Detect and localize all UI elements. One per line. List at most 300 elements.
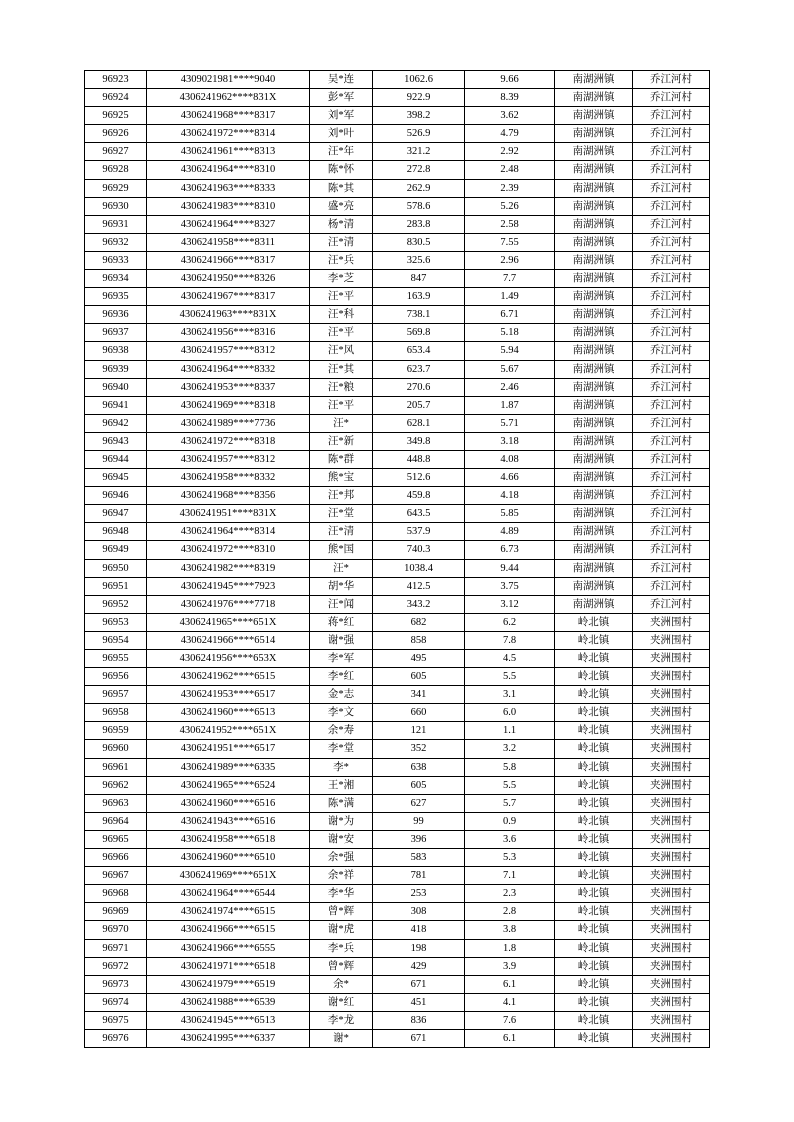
cell-amount: 341 — [373, 686, 465, 704]
cell-rate: 4.66 — [465, 469, 555, 487]
cell-seq: 96926 — [85, 125, 147, 143]
cell-rate: 5.26 — [465, 197, 555, 215]
cell-rate: 5.85 — [465, 505, 555, 523]
cell-name: 余*祥 — [310, 867, 373, 885]
cell-town: 岭北镇 — [555, 812, 633, 830]
cell-seq: 96951 — [85, 577, 147, 595]
cell-seq: 96939 — [85, 360, 147, 378]
cell-town: 岭北镇 — [555, 921, 633, 939]
cell-amount: 605 — [373, 776, 465, 794]
cell-seq: 96935 — [85, 288, 147, 306]
cell-id-number: 4306241960****6513 — [147, 704, 310, 722]
cell-name: 汪*粮 — [310, 378, 373, 396]
cell-rate: 1.8 — [465, 939, 555, 957]
cell-name: 熊*宝 — [310, 469, 373, 487]
cell-village: 夹洲围村 — [633, 939, 710, 957]
cell-town: 南湖洲镇 — [555, 360, 633, 378]
cell-village: 乔江河村 — [633, 559, 710, 577]
cell-town: 岭北镇 — [555, 631, 633, 649]
cell-name: 李*军 — [310, 650, 373, 668]
records-table — [84, 70, 710, 1048]
cell-seq: 96966 — [85, 849, 147, 867]
table-row — [85, 993, 710, 1011]
table-row — [85, 288, 710, 306]
cell-id-number: 4306241952****651X — [147, 722, 310, 740]
cell-town: 南湖洲镇 — [555, 107, 633, 125]
cell-seq: 96943 — [85, 432, 147, 450]
table-row — [85, 740, 710, 758]
cell-village: 夹洲围村 — [633, 668, 710, 686]
cell-amount: 325.6 — [373, 251, 465, 269]
table-row — [85, 541, 710, 559]
cell-id-number: 4306241951****6517 — [147, 740, 310, 758]
cell-village: 夹洲围村 — [633, 993, 710, 1011]
cell-id-number: 4306241979****6519 — [147, 975, 310, 993]
cell-town: 岭北镇 — [555, 740, 633, 758]
cell-amount: 537.9 — [373, 523, 465, 541]
cell-seq: 96936 — [85, 306, 147, 324]
cell-name: 汪*清 — [310, 233, 373, 251]
cell-village: 夹洲围村 — [633, 776, 710, 794]
cell-rate: 6.2 — [465, 613, 555, 631]
cell-name: 陈*怀 — [310, 161, 373, 179]
cell-id-number: 4306241958****6518 — [147, 830, 310, 848]
cell-id-number: 4306241988****6539 — [147, 993, 310, 1011]
cell-rate: 3.75 — [465, 577, 555, 595]
cell-rate: 4.18 — [465, 487, 555, 505]
cell-rate: 9.44 — [465, 559, 555, 577]
cell-seq: 96962 — [85, 776, 147, 794]
cell-village: 乔江河村 — [633, 396, 710, 414]
cell-amount: 671 — [373, 975, 465, 993]
cell-village: 乔江河村 — [633, 432, 710, 450]
cell-seq: 96952 — [85, 595, 147, 613]
cell-seq: 96959 — [85, 722, 147, 740]
cell-seq: 96960 — [85, 740, 147, 758]
table-row — [85, 161, 710, 179]
cell-rate: 7.7 — [465, 270, 555, 288]
table-row — [85, 939, 710, 957]
table-row — [85, 903, 710, 921]
cell-town: 岭北镇 — [555, 668, 633, 686]
cell-amount: 847 — [373, 270, 465, 288]
cell-village: 乔江河村 — [633, 288, 710, 306]
cell-id-number: 4306241953****8337 — [147, 378, 310, 396]
cell-town: 岭北镇 — [555, 849, 633, 867]
cell-town: 南湖洲镇 — [555, 125, 633, 143]
cell-town: 南湖洲镇 — [555, 450, 633, 468]
cell-seq: 96942 — [85, 414, 147, 432]
cell-amount: 396 — [373, 830, 465, 848]
cell-town: 南湖洲镇 — [555, 324, 633, 342]
cell-id-number: 4306241958****8311 — [147, 233, 310, 251]
cell-amount: 343.2 — [373, 595, 465, 613]
cell-town: 南湖洲镇 — [555, 233, 633, 251]
table-row — [85, 613, 710, 631]
cell-id-number: 4306241956****653X — [147, 650, 310, 668]
table-row — [85, 197, 710, 215]
cell-seq: 96940 — [85, 378, 147, 396]
table-row — [85, 722, 710, 740]
cell-village: 乔江河村 — [633, 342, 710, 360]
cell-id-number: 4306241964****8314 — [147, 523, 310, 541]
cell-seq: 96964 — [85, 812, 147, 830]
cell-rate: 6.0 — [465, 704, 555, 722]
cell-town: 岭北镇 — [555, 1029, 633, 1047]
table-row — [85, 432, 710, 450]
cell-town: 南湖洲镇 — [555, 505, 633, 523]
cell-village: 夹洲围村 — [633, 1029, 710, 1047]
cell-id-number: 4306241957****8312 — [147, 342, 310, 360]
cell-town: 南湖洲镇 — [555, 469, 633, 487]
cell-rate: 5.71 — [465, 414, 555, 432]
cell-amount: 512.6 — [373, 469, 465, 487]
cell-town: 岭北镇 — [555, 650, 633, 668]
cell-village: 夹洲围村 — [633, 849, 710, 867]
cell-amount: 262.9 — [373, 179, 465, 197]
cell-seq: 96946 — [85, 487, 147, 505]
cell-amount: 429 — [373, 957, 465, 975]
cell-rate: 3.1 — [465, 686, 555, 704]
cell-town: 岭北镇 — [555, 704, 633, 722]
cell-name: 李*兵 — [310, 939, 373, 957]
cell-name: 谢*虎 — [310, 921, 373, 939]
cell-rate: 7.1 — [465, 867, 555, 885]
cell-seq: 96941 — [85, 396, 147, 414]
table-row — [85, 107, 710, 125]
cell-seq: 96976 — [85, 1029, 147, 1047]
cell-seq: 96972 — [85, 957, 147, 975]
table-row — [85, 812, 710, 830]
cell-seq: 96965 — [85, 830, 147, 848]
table-row — [85, 378, 710, 396]
cell-rate: 2.48 — [465, 161, 555, 179]
cell-id-number: 4306241960****6516 — [147, 794, 310, 812]
table-row — [85, 270, 710, 288]
cell-amount: 99 — [373, 812, 465, 830]
cell-id-number: 4306241965****651X — [147, 613, 310, 631]
cell-village: 乔江河村 — [633, 324, 710, 342]
cell-town: 南湖洲镇 — [555, 161, 633, 179]
cell-town: 南湖洲镇 — [555, 251, 633, 269]
cell-village: 乔江河村 — [633, 577, 710, 595]
cell-town: 岭北镇 — [555, 903, 633, 921]
cell-amount: 660 — [373, 704, 465, 722]
cell-village: 夹洲围村 — [633, 613, 710, 631]
cell-id-number: 4306241951****831X — [147, 505, 310, 523]
cell-name: 李*芝 — [310, 270, 373, 288]
table-row — [85, 487, 710, 505]
table-row — [85, 251, 710, 269]
cell-id-number: 4306241982****8319 — [147, 559, 310, 577]
cell-village: 乔江河村 — [633, 125, 710, 143]
cell-seq: 96974 — [85, 993, 147, 1011]
cell-town: 南湖洲镇 — [555, 143, 633, 161]
cell-name: 谢*安 — [310, 830, 373, 848]
cell-village: 乔江河村 — [633, 595, 710, 613]
cell-name: 胡*华 — [310, 577, 373, 595]
cell-name: 杨*清 — [310, 215, 373, 233]
cell-rate: 5.7 — [465, 794, 555, 812]
cell-rate: 3.18 — [465, 432, 555, 450]
table-row — [85, 505, 710, 523]
cell-amount: 272.8 — [373, 161, 465, 179]
cell-village: 乔江河村 — [633, 270, 710, 288]
cell-seq: 96957 — [85, 686, 147, 704]
cell-amount: 321.2 — [373, 143, 465, 161]
cell-amount: 418 — [373, 921, 465, 939]
cell-amount: 836 — [373, 1011, 465, 1029]
cell-seq: 96954 — [85, 631, 147, 649]
cell-amount: 495 — [373, 650, 465, 668]
cell-village: 乔江河村 — [633, 179, 710, 197]
cell-id-number: 4306241989****7736 — [147, 414, 310, 432]
cell-town: 岭北镇 — [555, 1011, 633, 1029]
cell-name: 曾*辉 — [310, 903, 373, 921]
cell-village: 乔江河村 — [633, 215, 710, 233]
table-row — [85, 975, 710, 993]
cell-rate: 5.67 — [465, 360, 555, 378]
cell-amount: 569.8 — [373, 324, 465, 342]
cell-amount: 1038.4 — [373, 559, 465, 577]
cell-name: 曾*辉 — [310, 957, 373, 975]
cell-id-number: 4306241966****6514 — [147, 631, 310, 649]
cell-seq: 96968 — [85, 885, 147, 903]
cell-rate: 5.8 — [465, 758, 555, 776]
cell-id-number: 4306241972****8318 — [147, 432, 310, 450]
cell-name: 谢* — [310, 1029, 373, 1047]
cell-seq: 96925 — [85, 107, 147, 125]
cell-village: 夹洲围村 — [633, 794, 710, 812]
cell-amount: 623.7 — [373, 360, 465, 378]
cell-town: 岭北镇 — [555, 686, 633, 704]
cell-id-number: 4306241967****8317 — [147, 288, 310, 306]
cell-village: 夹洲围村 — [633, 957, 710, 975]
cell-rate: 7.55 — [465, 233, 555, 251]
cell-amount: 671 — [373, 1029, 465, 1047]
cell-amount: 198 — [373, 939, 465, 957]
cell-rate: 3.6 — [465, 830, 555, 848]
cell-name: 余*寿 — [310, 722, 373, 740]
cell-village: 夹洲围村 — [633, 812, 710, 830]
cell-amount: 163.9 — [373, 288, 465, 306]
cell-village: 乔江河村 — [633, 378, 710, 396]
cell-seq: 96932 — [85, 233, 147, 251]
cell-amount: 628.1 — [373, 414, 465, 432]
cell-amount: 578.6 — [373, 197, 465, 215]
cell-village: 夹洲围村 — [633, 885, 710, 903]
cell-amount: 638 — [373, 758, 465, 776]
table-row — [85, 921, 710, 939]
cell-town: 岭北镇 — [555, 957, 633, 975]
cell-seq: 96944 — [85, 450, 147, 468]
cell-village: 乔江河村 — [633, 233, 710, 251]
cell-rate: 5.5 — [465, 668, 555, 686]
cell-village: 夹洲围村 — [633, 722, 710, 740]
cell-name: 汪*其 — [310, 360, 373, 378]
cell-name: 汪*平 — [310, 288, 373, 306]
cell-rate: 5.94 — [465, 342, 555, 360]
cell-name: 汪*兵 — [310, 251, 373, 269]
cell-name: 陈*其 — [310, 179, 373, 197]
table-row — [85, 179, 710, 197]
table-row — [85, 758, 710, 776]
cell-rate: 5.3 — [465, 849, 555, 867]
cell-rate: 3.9 — [465, 957, 555, 975]
cell-amount: 643.5 — [373, 505, 465, 523]
cell-rate: 4.5 — [465, 650, 555, 668]
cell-name: 陈*群 — [310, 450, 373, 468]
cell-name: 李*文 — [310, 704, 373, 722]
cell-rate: 1.87 — [465, 396, 555, 414]
cell-rate: 4.89 — [465, 523, 555, 541]
cell-name: 吴*连 — [310, 71, 373, 89]
cell-name: 熊*国 — [310, 541, 373, 559]
table-row — [85, 1011, 710, 1029]
cell-rate: 2.8 — [465, 903, 555, 921]
cell-id-number: 4306241974****6515 — [147, 903, 310, 921]
table-row — [85, 650, 710, 668]
table-row — [85, 125, 710, 143]
cell-name: 谢*强 — [310, 631, 373, 649]
cell-rate: 2.3 — [465, 885, 555, 903]
cell-village: 夹洲围村 — [633, 704, 710, 722]
cell-town: 南湖洲镇 — [555, 342, 633, 360]
cell-village: 夹洲围村 — [633, 1011, 710, 1029]
cell-id-number: 4306241968****8356 — [147, 487, 310, 505]
cell-name: 汪*风 — [310, 342, 373, 360]
table-row — [85, 396, 710, 414]
cell-name: 汪*闻 — [310, 595, 373, 613]
cell-id-number: 4306241963****8333 — [147, 179, 310, 197]
table-row — [85, 595, 710, 613]
cell-amount: 283.8 — [373, 215, 465, 233]
cell-name: 汪*堂 — [310, 505, 373, 523]
cell-id-number: 4306241964****6544 — [147, 885, 310, 903]
table-row — [85, 849, 710, 867]
cell-seq: 96973 — [85, 975, 147, 993]
table-row — [85, 324, 710, 342]
table-row — [85, 686, 710, 704]
table-row — [85, 559, 710, 577]
cell-village: 乔江河村 — [633, 469, 710, 487]
table-row — [85, 631, 710, 649]
cell-seq: 96948 — [85, 523, 147, 541]
table-row — [85, 360, 710, 378]
cell-name: 余*强 — [310, 849, 373, 867]
cell-village: 夹洲围村 — [633, 903, 710, 921]
cell-village: 夹洲围村 — [633, 686, 710, 704]
cell-rate: 4.08 — [465, 450, 555, 468]
cell-id-number: 4306241962****6515 — [147, 668, 310, 686]
table-row — [85, 668, 710, 686]
cell-amount: 1062.6 — [373, 71, 465, 89]
cell-id-number: 4306241976****7718 — [147, 595, 310, 613]
cell-village: 夹洲围村 — [633, 758, 710, 776]
cell-amount: 270.6 — [373, 378, 465, 396]
cell-amount: 253 — [373, 885, 465, 903]
table-body — [85, 71, 710, 1048]
cell-seq: 96970 — [85, 921, 147, 939]
cell-amount: 205.7 — [373, 396, 465, 414]
cell-id-number: 4306241995****6337 — [147, 1029, 310, 1047]
cell-village: 夹洲围村 — [633, 650, 710, 668]
cell-seq: 96924 — [85, 89, 147, 107]
cell-rate: 1.49 — [465, 288, 555, 306]
cell-amount: 605 — [373, 668, 465, 686]
cell-rate: 5.5 — [465, 776, 555, 794]
table-row — [85, 794, 710, 812]
cell-town: 岭北镇 — [555, 830, 633, 848]
cell-name: 刘*叶 — [310, 125, 373, 143]
cell-village: 夹洲围村 — [633, 975, 710, 993]
cell-id-number: 4306241953****6517 — [147, 686, 310, 704]
cell-seq: 96967 — [85, 867, 147, 885]
cell-name: 谢*为 — [310, 812, 373, 830]
cell-amount: 526.9 — [373, 125, 465, 143]
cell-town: 岭北镇 — [555, 758, 633, 776]
cell-name: 汪* — [310, 414, 373, 432]
cell-town: 南湖洲镇 — [555, 559, 633, 577]
cell-town: 南湖洲镇 — [555, 288, 633, 306]
cell-name: 李*红 — [310, 668, 373, 686]
cell-name: 余* — [310, 975, 373, 993]
table-row — [85, 577, 710, 595]
cell-amount: 922.9 — [373, 89, 465, 107]
cell-seq: 96955 — [85, 650, 147, 668]
cell-id-number: 4306241966****8317 — [147, 251, 310, 269]
cell-name: 李*堂 — [310, 740, 373, 758]
cell-town: 南湖洲镇 — [555, 89, 633, 107]
cell-id-number: 4306241956****8316 — [147, 324, 310, 342]
table-row — [85, 306, 710, 324]
cell-seq: 96928 — [85, 161, 147, 179]
table-row — [85, 776, 710, 794]
cell-town: 南湖洲镇 — [555, 270, 633, 288]
cell-village: 乔江河村 — [633, 505, 710, 523]
cell-rate: 5.18 — [465, 324, 555, 342]
cell-amount: 583 — [373, 849, 465, 867]
cell-id-number: 4306241983****8310 — [147, 197, 310, 215]
cell-id-number: 4306241969****8318 — [147, 396, 310, 414]
cell-town: 南湖洲镇 — [555, 197, 633, 215]
cell-amount: 459.8 — [373, 487, 465, 505]
table-row — [85, 957, 710, 975]
cell-seq: 96938 — [85, 342, 147, 360]
cell-seq: 96958 — [85, 704, 147, 722]
cell-id-number: 4306241972****8314 — [147, 125, 310, 143]
cell-rate: 7.6 — [465, 1011, 555, 1029]
cell-seq: 96961 — [85, 758, 147, 776]
cell-id-number: 4306241965****6524 — [147, 776, 310, 794]
cell-town: 岭北镇 — [555, 975, 633, 993]
cell-rate: 3.12 — [465, 595, 555, 613]
cell-village: 乔江河村 — [633, 523, 710, 541]
cell-amount: 738.1 — [373, 306, 465, 324]
table-row — [85, 414, 710, 432]
cell-village: 乔江河村 — [633, 197, 710, 215]
cell-village: 乔江河村 — [633, 251, 710, 269]
cell-name: 汪*平 — [310, 324, 373, 342]
cell-town: 南湖洲镇 — [555, 378, 633, 396]
cell-village: 乔江河村 — [633, 450, 710, 468]
cell-name: 盛*亮 — [310, 197, 373, 215]
cell-village: 乔江河村 — [633, 161, 710, 179]
cell-name: 汪*新 — [310, 432, 373, 450]
cell-seq: 96930 — [85, 197, 147, 215]
cell-id-number: 4306241971****6518 — [147, 957, 310, 975]
cell-village: 乔江河村 — [633, 89, 710, 107]
